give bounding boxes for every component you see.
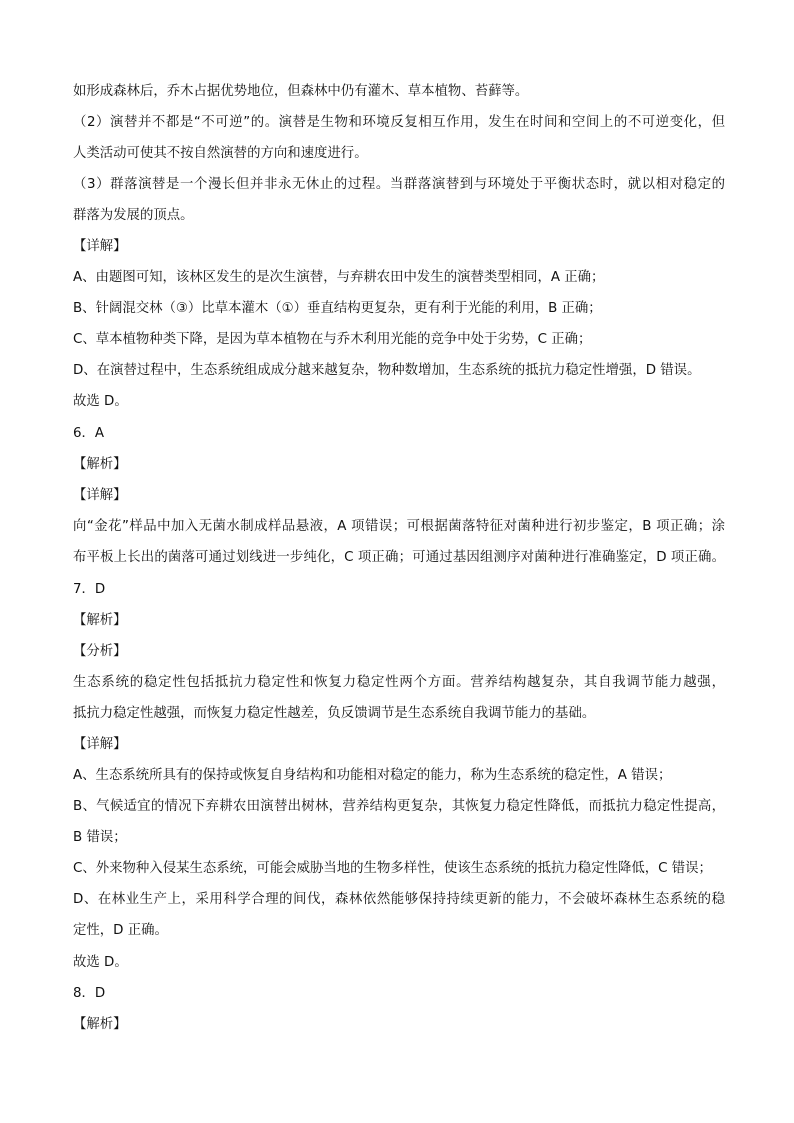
- text-line: C、外来物种入侵某生态系统，可能会威胁当地的生物多样性，使该生态系统的抵抗力稳定性降低，C 错误；: [73, 861, 712, 876]
- text-line: 向“金花”样品中加入无菌水制成样品悬液，A 项错误；可根据菌落特征对菌种进行初步鉴定，B 项正确；涂: [73, 519, 725, 534]
- section-heading: 【详解】: [73, 239, 127, 254]
- text-line: 人类活动可使其不按自然演替的方向和速度进行。: [73, 146, 368, 161]
- question-number: 6．A: [73, 426, 105, 441]
- text-line: 布平板上长出的菌落可通过划线进一步纯化，C 项正确；可通过基因组测序对菌种进行准确鉴定，D 项正确。: [73, 550, 725, 565]
- question-number: 8．D: [73, 986, 106, 1001]
- section-heading: 【解析】: [73, 457, 127, 472]
- text-line: 生态系统的稳定性包括抵抗力稳定性和恢复力稳定性两个方面。营养结构越复杂，其自我调节能力越强，: [73, 675, 725, 690]
- section-heading: 【解析】: [73, 613, 127, 628]
- text-line: 群落为发展的顶点。: [73, 208, 194, 223]
- text-line: B 错误；: [73, 830, 127, 845]
- section-heading: 【详解】: [73, 737, 127, 752]
- text-line: 故选 D。: [73, 394, 128, 409]
- text-line: 定性，D 正确。: [73, 923, 168, 938]
- text-line: D、在演替过程中，生态系统组成成分越来越复杂，物种数增加，生态系统的抵抗力稳定性增强，D 错误。: [73, 363, 701, 378]
- text-line: 故选 D。: [73, 955, 128, 970]
- question-number: 7．D: [73, 582, 106, 597]
- text-line: B、针阔混交林（③）比草本灌木（①）垂直结构更复杂，更有利于光能的利用，B 正确；: [73, 301, 602, 316]
- section-heading: 【解析】: [73, 1017, 127, 1032]
- text-line: （2）演替并不都是“不可逆”的。演替是生物和环境反复相互作用，发生在时间和空间上的不可逆变化，但: [73, 115, 725, 130]
- text-line: A、生态系统所具有的保持或恢复自身结构和功能相对稳定的能力，称为生态系统的稳定性，A 错误；: [73, 768, 672, 783]
- text-line: A、由题图可知，该林区发生的是次生演替，与弃耕农田中发生的演替类型相同，A 正确；: [73, 270, 605, 285]
- section-heading: 【分析】: [73, 644, 127, 659]
- text-line: D、在林业生产上，采用科学合理的间伐，森林依然能够保持持续更新的能力，不会破坏森林生态系统的稳: [73, 892, 725, 907]
- text-line: C、草本植物种类下降，是因为草本植物在与乔木利用光能的竞争中处于劣势，C 正确；: [73, 332, 592, 347]
- text-line: 抵抗力稳定性越强，而恢复力稳定性越差，负反馈调节是生态系统自我调节能力的基础。: [73, 706, 596, 721]
- section-heading: 【详解】: [73, 488, 127, 503]
- text-line: （3）群落演替是一个漫长但并非永无休止的过程。当群落演替到与环境处于平衡状态时，就以相对稳定的: [73, 177, 725, 192]
- text-line: 如形成森林后，乔木占据优势地位，但森林中仍有灌木、草本植物、苔藓等。: [73, 84, 529, 99]
- text-line: B、气候适宜的情况下弃耕农田演替出树林，营养结构更复杂，其恢复力稳定性降低，而抵抗力稳定性提高，: [73, 799, 725, 814]
